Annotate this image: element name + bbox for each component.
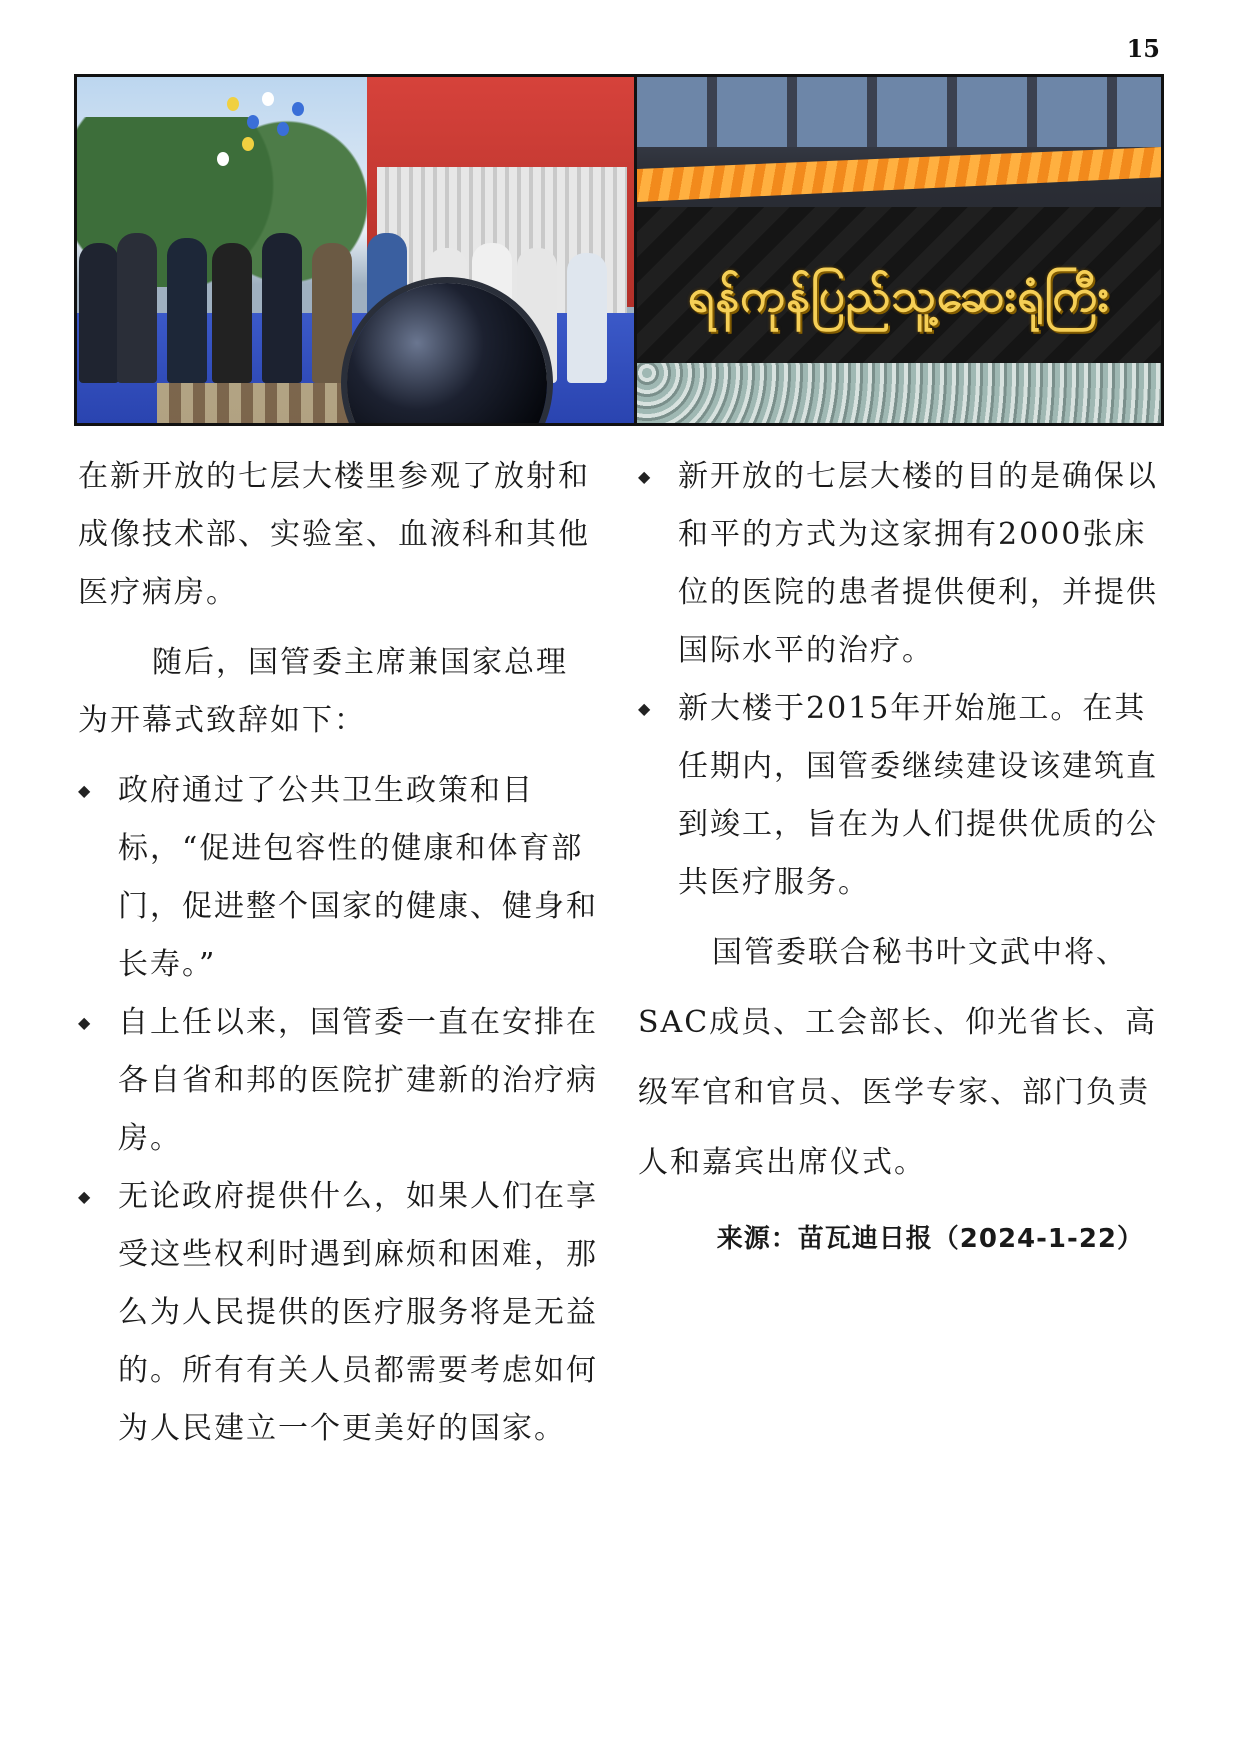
bullet-icon: ◆ [78,1013,93,1032]
bullet-icon: ◆ [638,699,653,718]
paragraph: 在新开放的七层大楼里参观了放射和成像技术部、实验室、血液科和其他医疗病房。 [78,459,590,610]
ceremony-photo [77,77,634,423]
bullet-icon: ◆ [78,781,93,800]
bullet-item: ◆ 政府通过了公共卫生政策和目标，“促进包容性的健康和体育部门，促进整个国家的健康、健身和长寿。” [78,762,598,994]
bullet-icon: ◆ [78,1187,93,1206]
bullet-item: ◆ 自上任以来，国管委一直在安排在各自省和邦的医院扩建新的治疗病房。 [78,994,598,1168]
bullet-icon: ◆ [638,467,653,486]
bullet-item: ◆ 新大楼于2015年开始施工。在其任期内，国管委继续建设该建筑直到竣工，旨在为人们提供优质的公共医疗服务。 [638,680,1158,912]
paragraph: 随后，国管委主席兼国家总理为开幕式致辞如下： [78,645,568,738]
page-number: 15 [1126,34,1160,63]
source-credit: 来源：苗瓦迪日报（2024-1-22） [716,1224,1144,1254]
header-photo [74,74,1164,426]
hospital-sign: ရန်ကုန်ပြည်သူ့ဆေးရုံကြီး [687,268,1111,322]
paragraph: 国管委联合秘书叶文武中将、SAC成员、工会部长、仰光省长、高级军官和官员、医学专家、部门负责人和嘉宾出席仪式。 [638,935,1158,1180]
hospital-sign-photo [637,77,1161,423]
left-column [78,448,598,1458]
bullet-item: ◆ 新开放的七层大楼的目的是确保以和平的方式为这家拥有2000张床位的医院的患者提供便利，并提供国际水平的治疗。 [638,448,1158,680]
bullet-item: ◆ 无论政府提供什么，如果人们在享受这些权利时遇到麻烦和困难，那么为人民提供的医疗服务将是无益的。所有有关人员都需要考虑如何为人民建立一个更美好的国家。 [78,1168,598,1458]
right-column [638,448,1158,1268]
